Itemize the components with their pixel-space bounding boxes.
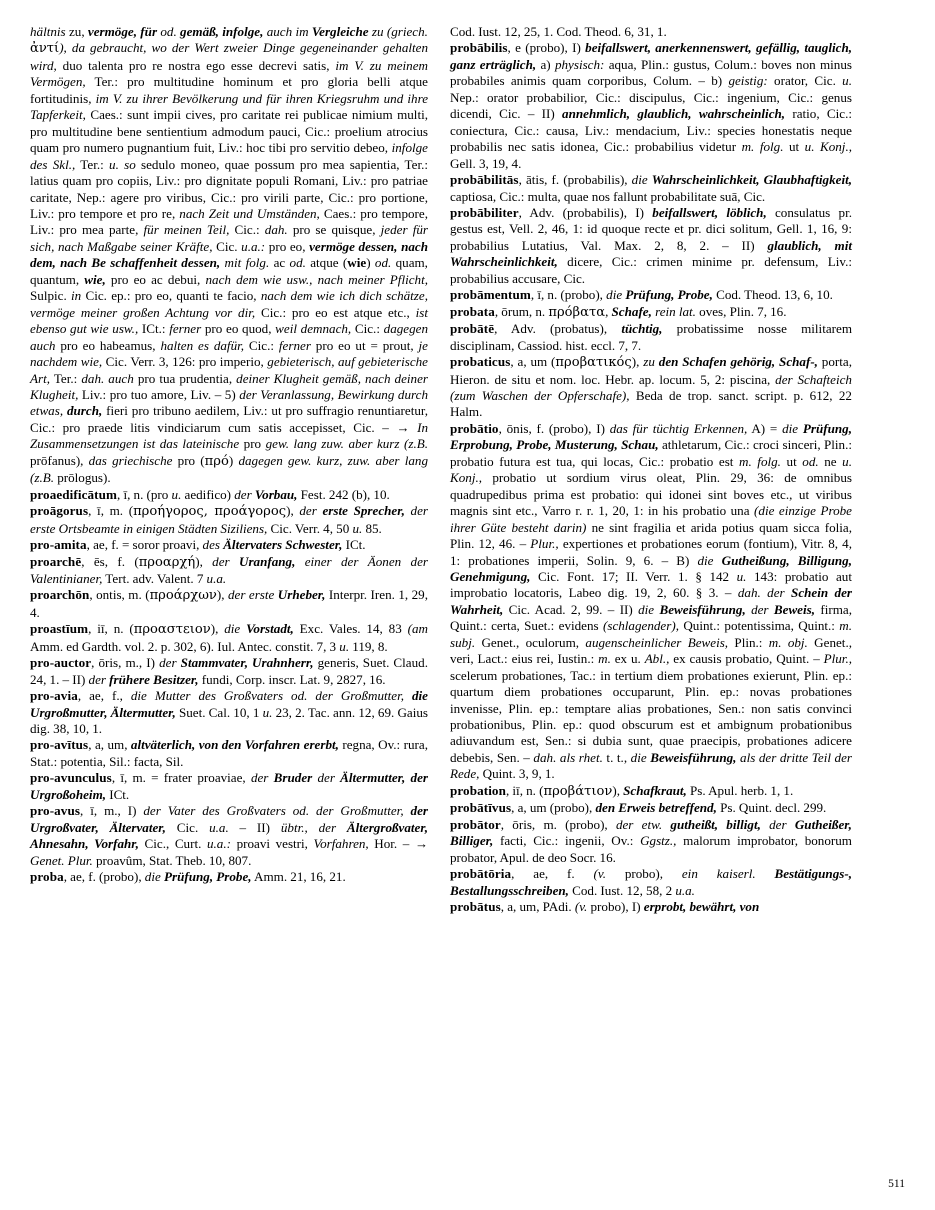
dictionary-entry: proarchōn, ontis, m. (προάρχων), der erste Urheber, Interpr. Iren. 1, 29, 4.: [30, 587, 428, 620]
dictionary-entry: proāgorus, ī, m. (προήγορος, προάγορος), der erste Sprecher, der erste Ortsbeamte in einigen Städten Siziliens, Cic. Verr. 4, 50 u. 85.: [30, 503, 428, 536]
dictionary-entry: probation, iī, n. (προβάτιον), Schafkraut, Ps. Apul. herb. 1, 1.: [450, 782, 794, 799]
dictionary-entry: probābilis, e (probo), I) beifallswert, anerkennenswert, gefällig, tauglich, ganz erträglich, a) physisch: aqua, Plin.: gustus, Colum.: boves non minus probabiles animis quam corporibus, Colum. – b) geistig: orator, Cic. u. Nep.: orator probabilior, Cic.: discipulus, Cic.: ingenium, Cic.: genus dicendi, Cic. – II) annehmlich, glaublich, wahrscheinlich, ratio, Cic.: coniectura, Cic.: causa, Liv.: mendacium, Liv.: species honestatis neque probabilis nec satis idonea, Cic.: probabilius videtur m. folg. ut u. Konj., Gell. 3, 19, 4.: [450, 40, 852, 171]
dictionary-entry: probābilitās, ātis, f. (probabilis), die Wahrscheinlichkeit, Glaubhaftigkeit, captiosa, Cic.: multa, quae nos fallunt probabilitate suā, Cic.: [450, 172, 852, 204]
dictionary-entry: proarchē, ēs, f. (προαρχή), der Uranfang, einer der Äonen der Valentinianer, Tert. adv. Valent. 7 u.a.: [30, 553, 428, 586]
dictionary-entry: proaedificātum, ī, n. (pro u. aedifico) der Vorbau, Fest. 242 (b), 10.: [30, 486, 390, 502]
continued-paragraph-probabilis-prev: Cod. Iust. 12, 25, 1. Cod. Theod. 6, 31, 1.: [450, 24, 667, 39]
right-column: [450, 24, 852, 1174]
dictionary-entry: probātōria, ae, f. (v. probo), ein kaiserl. Bestätigungs-, Bestallungsschreiben, Cod. Iust. 12, 58, 2 u.a.: [450, 866, 852, 898]
page-number: 511: [888, 1178, 905, 1190]
dictionary-entry: pro-amita, ae, f. = soror proavi, des Ältervaters Schwester, ICt.: [30, 537, 366, 553]
continued-paragraph-pro: hältnis zu, vermöge, für od. gemäß, infolge, auch im Vergleiche zu (griech. ἀντί), da gebraucht, wo der Wert zweier Dinge gegeneinander gehalten wird, duo talenta pro re nostra ego esse decrevi satis, im V. zu meinem Vermögen, Ter.: pro multitudine hominum et pro gloria belli atque fortitudinis, im V. zu ihrer Bevölkerung und für ihren Kriegsruhm und ihre Tapferkeit, Caes.: sunt impii cives, pro caritate rei publicae nimium multi, pro multitudine bene sentientium admodum pauci, Cic.: proelium atrocius quam pro numero pugnantium fuit, Liv.: hoc tibi pro servitio debeo, infolge des Skl., Ter.: u. so sedulo moneo, quae possum pro mea sapientia, Ter.: latius quam pro copiis, Liv.: pro dignitate populi Romani, Liv.: pro patriae caritate, Nep.: agere pro viribus, Cic.: pro virili parte, Cic.: pro portione, Liv.: pro tempore et pro re, nach Zeit und Umständen, Caes.: pro tempore, Liv.: pro mea parte, für meinen Teil, Cic.: dah. pro se quisque, jeder für sich, nach Maßgabe seiner Kräfte, Cic. u.a.: pro eo, vermöge dessen, nach dem, nach Be schaffenheit dessen, mit folg. ac od. atque (wie) od. quam, quantum, wie, pro eo ac debui, nach dem wie usw., nach meiner Pflicht, Sulpic. in Cic. ep.: pro eo, quanti te facio, nach dem wie ich dich schätze, vermöge meiner großen Achtung vor dir, Cic.: pro eo est atque etc., ist ebenso gut wie usw., ICt.: ferner pro eo quod, weil demnach, Cic.: dagegen auch pro eo habeamus, halten es dafür, Cic.: ferner pro eo ut = prout, je nachdem wie, Cic. Verr. 3, 126: pro imperio, gebieterisch, auf gebieterische Art, Ter.: dah. auch pro tua prudentia, deiner Klugheit gemäß, nach deiner Klugheit, Liv.: pro tuo amore, Liv. – 5) der Veranlassung, Bewirkung durch etwas, durch, fieri pro tribuno aedilem, Liv.: ut pro suffragio renuntiaretur, Cic.: pro praede litis vindiciarum cum satis accepisset, Cic. – → In Zusammensetzungen ist das lateinische pro gew. lang zuw. aber kurz (z.B. prōfanus), das griechische pro (πρό) dagegen gew. kurz, zuw. aber lang (z.B. prōlogus).: [30, 24, 429, 486]
dictionary-entry: pro-auctor, ōris, m., I) der Stammvater, Urahnherr, generis, Suet. Claud. 24, 1. – II) der frühere Besitzer, fundi, Corp. inscr. Lat. 9, 2827, 16.: [30, 655, 428, 687]
dictionary-entry: pro-avunculus, ī, m. = frater proaviae, der Bruder der Ältermutter, der Urgroßoheim, ICt.: [30, 770, 428, 802]
dictionary-entry: probata, ōrum, n. πρόβατα, Schafe, rein lat. oves, Plin. 7, 16.: [450, 303, 787, 320]
dictionary-entry: probābiliter, Adv. (probabilis), I) beifallswert, löblich, consulatus pr. gestus est, Vell. 2, 46, 1: id quoque recte et pr. dici solitum, Gell. 1, 16, 9: probabilius Lutatius, Val. Max. 2, 8, 2. – II) glaublich, mit Wahrscheinlichkeit, dicere, Cic.: crimen minime pr. defensum, Liv.: probabilius accusare, Cic.: [450, 204, 852, 286]
two-column-body: [30, 24, 905, 1174]
dictionary-entry: pro-avītus, a, um, altväterlich, von den Vorfahren ererbt, regna, Ov.: rura, Stat.: potentia, Sil.: facta, Sil.: [30, 737, 428, 769]
left-entry-list: [30, 487, 428, 886]
dictionary-entry: probaticus, a, um (προβατικός), zu den Schafen gehörig, Schaf-, porta, Hieron. de situ et nom. loc. Hebr. ap. locum. 5, 2: piscina, der Schafteich (zum Waschen der Opferschafe), Beda de trop. sanct. script. p. 612, 22 Halm.: [450, 354, 852, 420]
dictionary-entry: pro-avus, ī, m., I) der Vater des Großvaters od. der Großmutter, der Urgroßvater, Ältervater, Cic. u.a. – II) übtr., der Ältergroßvater, Ahnesahn, Vorfahr, Cic., Curt. u.a.: proavi vestri, Vorfahren, Hor. – → Genet. Plur. proavûm, Stat. Theb. 10, 807.: [30, 803, 429, 868]
dictionary-entry: pro-avia, ae, f., die Mutter des Großvaters od. der Großmutter, die Urgroßmutter, Ältermutter, Suet. Cal. 10, 1 u. 23, 2. Tac. ann. 12, 69. Gaius dig. 38, 10, 1.: [30, 688, 429, 737]
dictionary-entry: probāmentum, ī, n. (probo), die Prüfung, Probe, Cod. Theod. 13, 6, 10.: [450, 287, 833, 303]
dictionary-entry: probātus, a, um, PAdi. (v. probo), I) erprobt, bewährt, von: [450, 899, 760, 915]
dictionary-entry: proba, ae, f. (probo), die Prüfung, Probe, Amm. 21, 16, 21.: [30, 869, 346, 885]
dictionary-entry: probātīvus, a, um (probo), den Erweis betreffend, Ps. Quint. decl. 299.: [450, 800, 827, 816]
right-entry-list: [450, 40, 852, 915]
dictionary-entry: proastīum, iī, n. (προαστειον), die Vorstadt, Exc. Vales. 14, 83 (am Amm. ed Gardth. vol. 2. p. 302, 6). Iul. Antec. constit. 7, 3 u. 119, 8.: [30, 621, 428, 654]
dictionary-entry: probātio, ōnis, f. (probo), I) das für tüchtig Erkennen, A) = die Prüfung, Erprobung, Probe, Musterung, Schau, athletarum, Cic.: croci sinceri, Plin.: probatio futura est tua, qui locas, Cic.: probatio est m. folg. ut od. ne u. Konj., probatio ut sordium virus oleat, Plin. 29, 36: de omnibus quadrupedibus prima est probatio: qui idonei sint boves etc., ut viribus magnis sint etc., Varro r. r. 1, 20, 1: in his probatio una (die einzige Probe ihrer Güte besteht darin) ne sint fragilia et arida potius quam sicca folia, Plin. 12, 46. – Plur., expertiones et probationes eorum (fontium), Vitr. 8, 4, 1: probationes imperii, Solin. 9, 6. – B) die Gutheißung, Billigung, Genehmigung, Cic. Font. 17; II. Verr. 1. § 142 u. 143: probatio aut improbatio locatoris, Labeo dig. 19, 2, 60. § 3. – dah. der Schein der Wahrheit, Cic. Acad. 2, 99. – II) die Beweisführung, der Beweis, firma, Quint.: certa, Suet.: evidens (schlagender), Quint.: potentissima, Quint.: m. subj. Genet., oculorum, augenscheinlicher Beweis, Plin.: m. obj. Genet., veri, Lact.: eius rei, Iustin.: m. ex u. Abl., ex causis probatio, Quint. – Plur., scelerum probationes, Tac.: in tertium diem probationes exierunt, Plin. ep.: quartum diem probationes occuparunt, Plin. ep.: novas probationes invenisse, Plin. ep.: temptare alias probationes, Sen.: non satis convinci probationibus, Plin. ep.: quod obscurum est et ambignum probationibus adiuvandum est, Sen.: si dubia sunt, quae praecipis, probationes adicere debebis, Sen. – dah. als rhet. t. t., die Beweisführung, als der dritte Teil der Rede, Quint. 3, 9, 1.: [450, 420, 852, 782]
dictionary-entry: probātor, ōris, m. (probo), der etw. gutheißt, billigt, der Gutheißer, Billiger, facti, Cic.: ingenii, Ov.: Ggstz., malorum improbator, bonorum probator, Apul. de deo Socr. 16.: [450, 816, 852, 865]
left-column: [30, 24, 428, 1174]
dictionary-entry: probātē, Adv. (probatus), tüchtig, probatissime nosse militarem disciplinam, Cassiod. hist. eccl. 7, 7.: [450, 321, 852, 353]
